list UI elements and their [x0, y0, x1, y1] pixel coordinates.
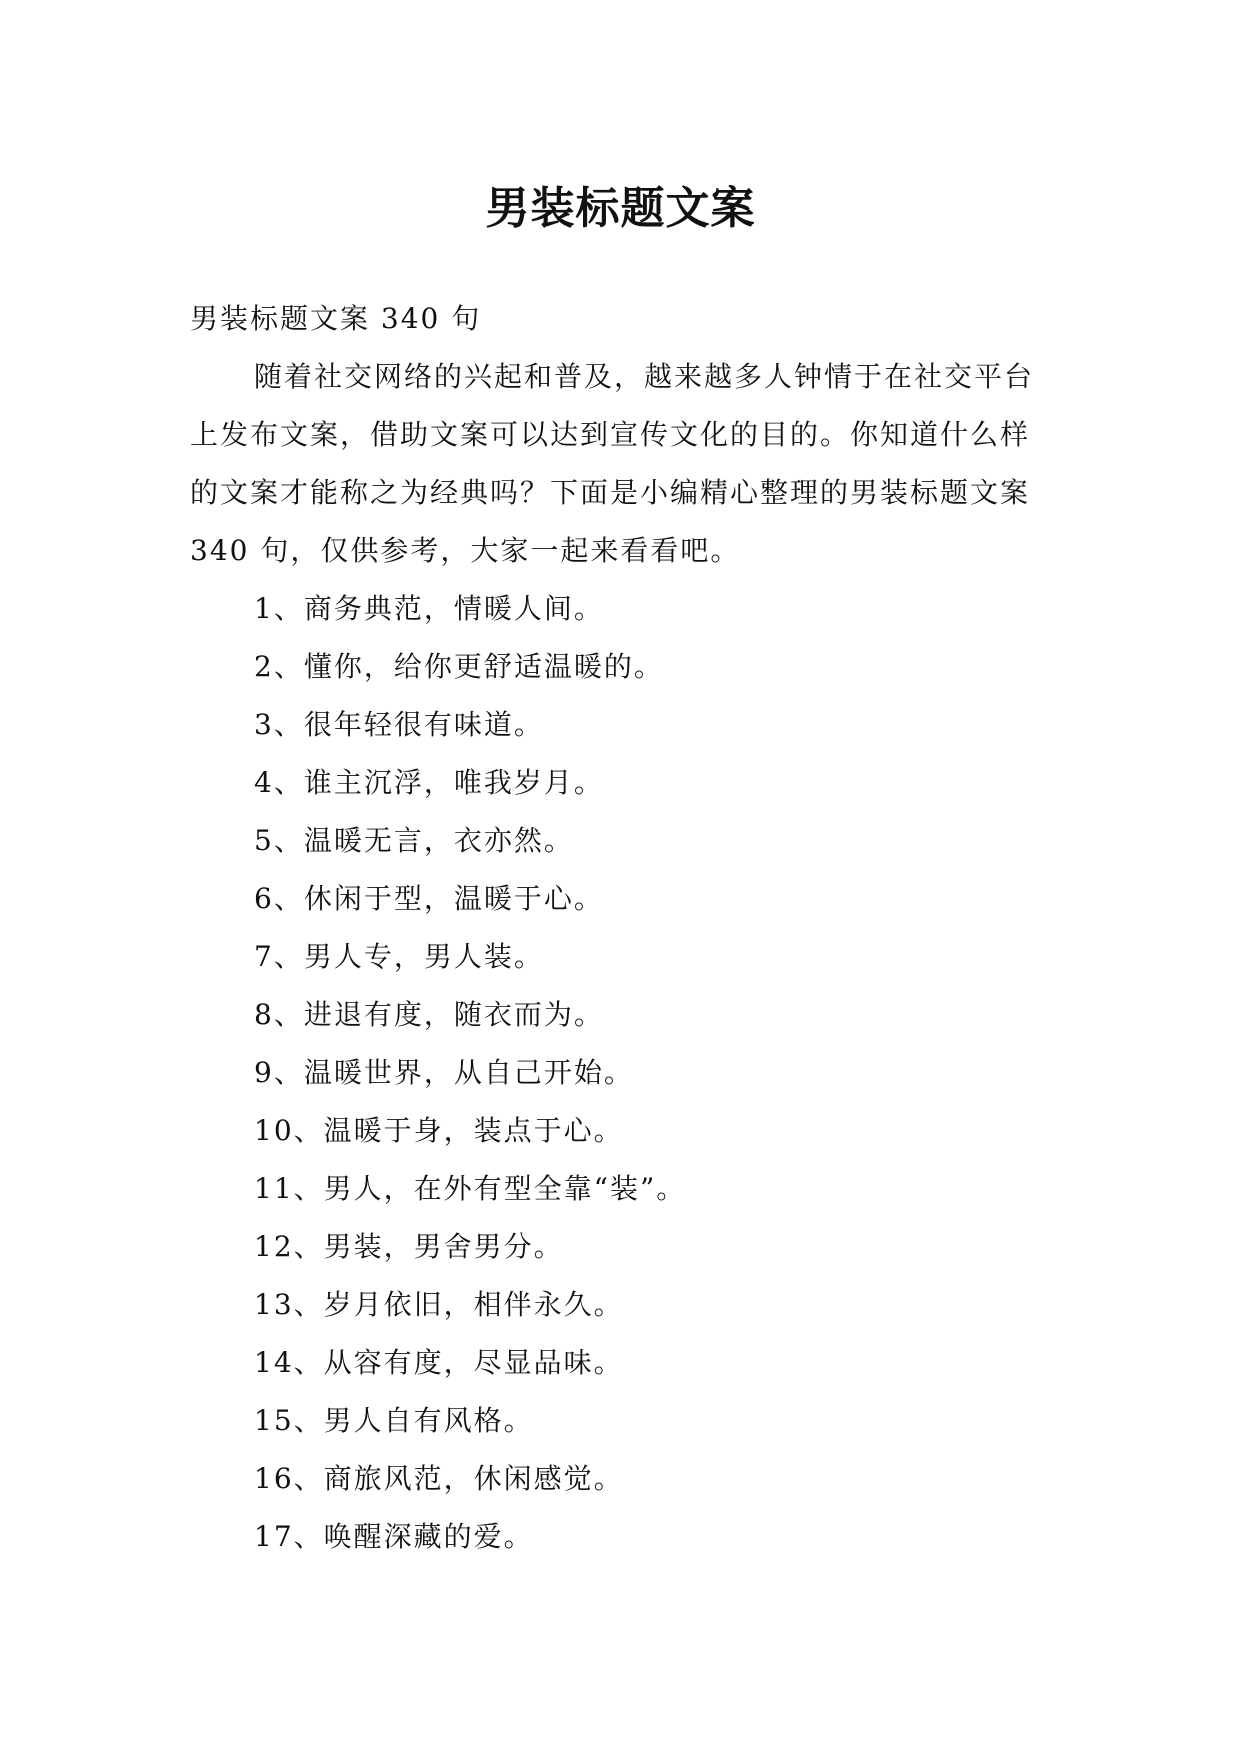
list-item: 9、温暖世界，从自己开始。 [254, 1056, 634, 1089]
list-item: 17、唤醒深藏的爱。 [254, 1520, 534, 1553]
document-subtitle: 男装标题文案 340 句 [190, 302, 482, 335]
list-item: 7、男人专，男人装。 [254, 940, 544, 973]
list-item: 8、进退有度，随衣而为。 [254, 998, 604, 1031]
list-item: 2、懂你，给你更舒适温暖的。 [254, 650, 664, 683]
document-title: 男装标题文案 [485, 183, 756, 235]
list-item: 14、从容有度，尽显品味。 [254, 1346, 624, 1379]
list-item: 10、温暖于身，装点于心。 [254, 1114, 624, 1147]
intro-paragraph: 随着社交网络的兴起和普及，越来越多人钟情于在社交平台上发布文案，借助文案可以达到宣传文化的目的。你知道什么样的文案才能称之为经典吗？下面是小编精心整理的男装标题文案 340 句，仅供参考，大家一起来看看吧。 [190, 360, 1035, 567]
slogan-list [190, 580, 1050, 1566]
list-item: 15、男人自有风格。 [254, 1404, 534, 1437]
list-item: 4、谁主沉浮，唯我岁月。 [254, 766, 604, 799]
list-item: 12、男装，男舍男分。 [254, 1230, 564, 1263]
list-item: 3、很年轻很有味道。 [254, 708, 544, 741]
list-item: 1、商务典范，情暖人间。 [254, 592, 604, 625]
list-item: 6、休闲于型，温暖于心。 [254, 882, 604, 915]
document-body [190, 290, 1050, 1566]
list-item: 13、岁月依旧，相伴永久。 [254, 1288, 624, 1321]
list-item: 5、温暖无言，衣亦然。 [254, 824, 574, 857]
list-item: 16、商旅风范，休闲感觉。 [254, 1462, 624, 1495]
list-item: 11、男人，在外有型全靠“装”。 [254, 1172, 687, 1205]
